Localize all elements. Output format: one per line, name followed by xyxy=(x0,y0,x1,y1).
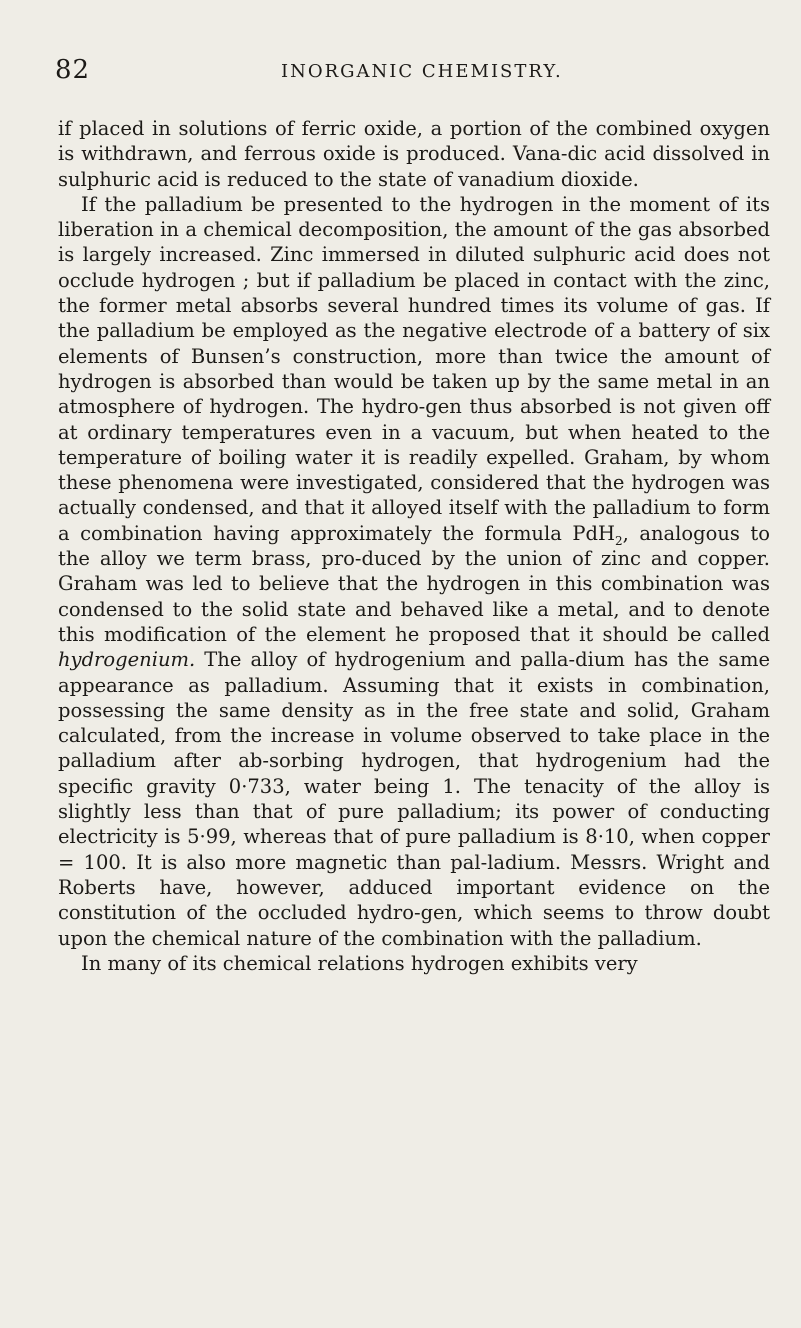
paragraph-2-part-a: If the palladium be presented to the hydrogen in the moment of its liberation in a chemical decomposition, the amount of the gas absorbed is largely increased. Zinc immersed in diluted sulphuric acid does not occlude hydrogen ; but if palladium be placed in contact with the zinc, the former metal absorbs several hundred times its volume of gas. If the palladium be employed as the negative electrode of a battery of six elements of Bunsen’s construction, more than twice the amount of hydrogen is absorbed than would be taken up by the same metal in an atmosphere of hydrogen. The hydro-gen thus absorbed is not given off at ordinary temperatures even in a vacuum, but when heated to the temperature of boiling water it is readily expelled. Graham, by whom these phenomena were investigated, considered that the hydrogen was actually condensed, and that it alloyed itself with the palladium to form a combination having approximately the formula PdH xyxy=(58,192,770,545)
paragraph-2 xyxy=(58,192,770,951)
paragraph-1: if placed in solutions of ferric oxide, a portion of the combined oxygen is withdrawn, and ferrous oxide is produced. Vana-dic acid dissolved in sulphuric acid is reduced to the state of vanadium dioxide. xyxy=(58,117,770,191)
paragraph-2-part-c: The alloy of hydrogenium and palla-dium has the same appearance as palladium. Assuming that it exists in combination, possessing the same density as in the free state and solid, Graham calculated, from the increase in volume observed to take place in the palladium after ab-sorbing hydrogen, that hydrogenium had the specific gravity 0·733, water being 1. The tenacity of the alloy is slightly less than that of pure palladium; its power of conducting electricity is 5·99, whereas that of pure palladium is 8·10, when copper = 100. It is also more magnetic than pal-ladium. Messrs. Wright and Roberts have, however, adduced important evidence on the constitution of the occluded hydro-gen, which seems to throw doubt upon the chemical nature of the combination with the palladium. xyxy=(58,648,770,950)
running-head: INORGANIC CHEMISTRY. xyxy=(281,61,563,82)
paragraph-3: In many of its chemical relations hydrogen exhibits very xyxy=(81,951,638,975)
italic-term: hydrogenium. xyxy=(58,648,196,672)
page-number: 82 xyxy=(55,55,91,85)
page-header xyxy=(55,55,767,85)
paragraph-2-part-b: , analogous to the alloy we term brass, pro-duced by the union of zinc and copper. Graham was led to believe that the hydrogen in this combination was condensed to the solid state and behaved like a metal, and to denote this modification of the element he proposed that it should be called xyxy=(58,521,771,646)
formula-subscript: 2 xyxy=(614,533,623,548)
body-text xyxy=(58,116,770,976)
